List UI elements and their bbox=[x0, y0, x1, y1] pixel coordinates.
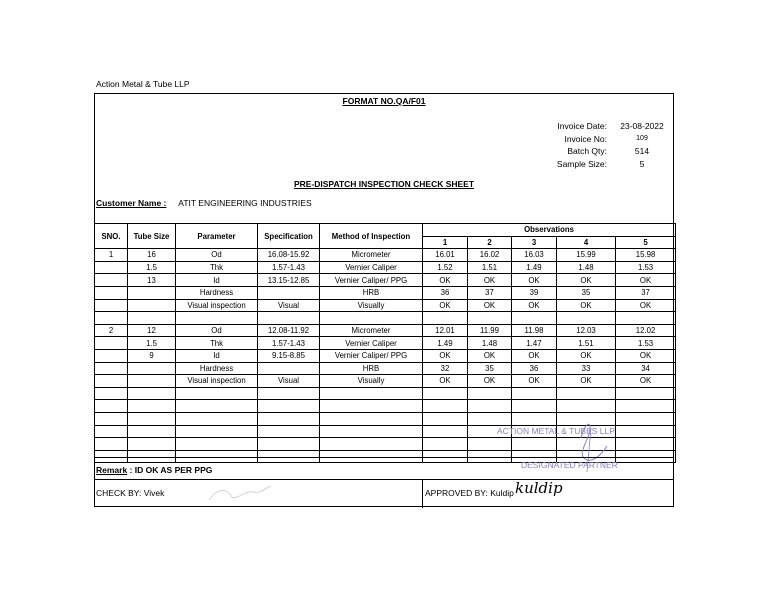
table-cell bbox=[176, 412, 258, 425]
invoice-no-value: 109 bbox=[636, 135, 648, 143]
table-cell: OK bbox=[557, 274, 616, 287]
table-cell: 1.57-1.43 bbox=[258, 337, 320, 350]
table-cell: 39 bbox=[512, 286, 557, 299]
table-cell: OK bbox=[557, 375, 616, 388]
table-cell: OK bbox=[468, 274, 512, 287]
table-cell: 1 bbox=[95, 249, 128, 262]
check-signature bbox=[205, 482, 275, 504]
table-cell bbox=[176, 312, 258, 325]
table-cell bbox=[95, 412, 128, 425]
col-sno: SNO. bbox=[95, 224, 128, 249]
table-cell: Micrometer bbox=[320, 324, 423, 337]
table-cell: OK bbox=[512, 375, 557, 388]
table-cell bbox=[512, 400, 557, 413]
table-cell: 36 bbox=[512, 362, 557, 375]
invoice-info bbox=[550, 120, 667, 170]
remark-value: : ID OK AS PER PPG bbox=[129, 465, 213, 475]
table-cell bbox=[423, 387, 468, 400]
table-cell: 1.49 bbox=[512, 261, 557, 274]
col-specification: Specification bbox=[258, 224, 320, 249]
table-cell bbox=[423, 438, 468, 451]
table-row bbox=[95, 337, 676, 350]
table-row bbox=[95, 349, 676, 362]
table-cell bbox=[128, 375, 176, 388]
table-row bbox=[95, 324, 676, 337]
sample-size-row bbox=[550, 158, 667, 171]
table-cell bbox=[176, 438, 258, 451]
table-cell bbox=[468, 312, 512, 325]
table-cell bbox=[95, 286, 128, 299]
table-cell: OK bbox=[468, 375, 512, 388]
signature-divider bbox=[422, 480, 423, 508]
table-cell: HRB bbox=[320, 362, 423, 375]
col-observations: Observations bbox=[423, 224, 676, 237]
table-cell bbox=[616, 387, 676, 400]
table-cell: 11.98 bbox=[512, 324, 557, 337]
table-row bbox=[95, 274, 676, 287]
table-cell bbox=[128, 400, 176, 413]
invoice-date-row bbox=[550, 120, 667, 133]
table-cell: Od bbox=[176, 324, 258, 337]
table-cell: 12.02 bbox=[616, 324, 676, 337]
table-cell: 15.98 bbox=[616, 249, 676, 262]
table-cell: 13 bbox=[128, 274, 176, 287]
inspection-sheet bbox=[94, 93, 674, 507]
invoice-date-value: 23-08-2022 bbox=[620, 121, 664, 132]
customer-line bbox=[96, 198, 312, 208]
table-cell: OK bbox=[616, 299, 676, 312]
table-cell: 32 bbox=[423, 362, 468, 375]
table-cell: 1.57-1.43 bbox=[258, 261, 320, 274]
table-cell bbox=[176, 387, 258, 400]
table-row bbox=[95, 286, 676, 299]
table-cell: Hardness bbox=[176, 362, 258, 375]
table-cell bbox=[258, 438, 320, 451]
remark-label: Remark bbox=[96, 465, 128, 475]
table-cell bbox=[95, 375, 128, 388]
table-cell: 16 bbox=[128, 249, 176, 262]
table-cell: 16.08-15.92 bbox=[258, 249, 320, 262]
format-number: FORMAT NO.QA/F01 bbox=[342, 96, 426, 106]
table-cell bbox=[128, 425, 176, 438]
table-cell bbox=[512, 312, 557, 325]
table-cell: 9.15-8.85 bbox=[258, 349, 320, 362]
remark-text bbox=[96, 465, 212, 475]
table-cell: Thk bbox=[176, 261, 258, 274]
table-cell bbox=[95, 337, 128, 350]
table-cell: Id bbox=[176, 274, 258, 287]
table-cell: 1.48 bbox=[557, 261, 616, 274]
obs-col-5: 5 bbox=[616, 236, 676, 249]
table-cell: OK bbox=[557, 349, 616, 362]
table-cell: 34 bbox=[616, 362, 676, 375]
table-cell bbox=[128, 312, 176, 325]
table-cell bbox=[320, 425, 423, 438]
table-cell: Vernier Caliper/ PPG bbox=[320, 274, 423, 287]
table-cell: 35 bbox=[468, 362, 512, 375]
table-row bbox=[95, 299, 676, 312]
table-cell bbox=[557, 387, 616, 400]
table-cell: 1.49 bbox=[423, 337, 468, 350]
table-cell: 1.51 bbox=[468, 261, 512, 274]
table-cell: 37 bbox=[468, 286, 512, 299]
table-cell bbox=[423, 425, 468, 438]
table-cell: 13.15-12.85 bbox=[258, 274, 320, 287]
sheet-title: PRE-DISPATCH INSPECTION CHECK SHEET bbox=[293, 179, 475, 189]
table-cell: Thk bbox=[176, 337, 258, 350]
table-cell: Visually bbox=[320, 299, 423, 312]
table-cell: HRB bbox=[320, 286, 423, 299]
table-cell: Vernier Caliper bbox=[320, 261, 423, 274]
table-cell bbox=[95, 438, 128, 451]
table-cell: Visual bbox=[258, 299, 320, 312]
table-cell bbox=[320, 387, 423, 400]
table-cell: Vernier Caliper/ PPG bbox=[320, 349, 423, 362]
table-cell bbox=[423, 412, 468, 425]
table-cell: Od bbox=[176, 249, 258, 262]
table-cell: 1.5 bbox=[128, 261, 176, 274]
batch-qty-label: Batch Qty: bbox=[567, 146, 607, 157]
sample-size-label: Sample Size: bbox=[556, 158, 607, 169]
table-cell: Hardness bbox=[176, 286, 258, 299]
table-cell bbox=[557, 312, 616, 325]
table-cell: OK bbox=[423, 349, 468, 362]
remark-row bbox=[95, 457, 673, 478]
table-cell bbox=[423, 312, 468, 325]
table-cell bbox=[258, 400, 320, 413]
obs-col-4: 4 bbox=[557, 236, 616, 249]
table-cell: Visual inspection bbox=[176, 299, 258, 312]
table-cell: 12.01 bbox=[423, 324, 468, 337]
table-cell bbox=[468, 400, 512, 413]
table-cell: 9 bbox=[128, 349, 176, 362]
table-cell bbox=[423, 400, 468, 413]
table-cell bbox=[128, 362, 176, 375]
table-cell: 1.52 bbox=[423, 261, 468, 274]
table-cell: Visual inspection bbox=[176, 375, 258, 388]
table-cell: OK bbox=[512, 299, 557, 312]
table-cell: 1.47 bbox=[512, 337, 557, 350]
table-cell bbox=[128, 387, 176, 400]
signature-row bbox=[95, 479, 673, 508]
table-cell: 1.48 bbox=[468, 337, 512, 350]
check-by: CHECK BY: Vivek bbox=[96, 488, 165, 498]
table-cell bbox=[320, 412, 423, 425]
company-name: Action Metal & Tube LLP bbox=[96, 79, 190, 89]
table-cell: 16.01 bbox=[423, 249, 468, 262]
table-cell bbox=[320, 400, 423, 413]
table-cell bbox=[95, 362, 128, 375]
sample-size-value: 5 bbox=[639, 158, 645, 169]
obs-col-1: 1 bbox=[423, 236, 468, 249]
table-cell: 2 bbox=[95, 324, 128, 337]
table-cell: Id bbox=[176, 349, 258, 362]
table-cell: 33 bbox=[557, 362, 616, 375]
table-cell: 12.03 bbox=[557, 324, 616, 337]
table-cell: 12 bbox=[128, 324, 176, 337]
table-row bbox=[95, 249, 676, 262]
table-cell bbox=[258, 412, 320, 425]
table-cell bbox=[512, 387, 557, 400]
table-cell bbox=[95, 349, 128, 362]
stamp-designation: DESIGNATED PARTNER bbox=[521, 460, 618, 470]
stamp-company: ACTION METAL & TUBES LLP bbox=[497, 426, 615, 436]
table-cell bbox=[95, 274, 128, 287]
table-cell bbox=[176, 425, 258, 438]
table-row bbox=[95, 261, 676, 274]
table-row bbox=[95, 312, 676, 325]
table-cell bbox=[468, 387, 512, 400]
obs-col-2: 2 bbox=[468, 236, 512, 249]
invoice-date-label: Invoice Date: bbox=[557, 121, 607, 132]
table-cell: OK bbox=[512, 349, 557, 362]
table-cell: 1.53 bbox=[616, 261, 676, 274]
table-cell: 1.5 bbox=[128, 337, 176, 350]
table-cell bbox=[258, 425, 320, 438]
table-cell bbox=[95, 312, 128, 325]
approved-by: APPROVED BY: Kuldip bbox=[425, 488, 514, 498]
table-cell bbox=[616, 400, 676, 413]
table-cell: 1.51 bbox=[557, 337, 616, 350]
table-cell bbox=[128, 438, 176, 451]
table-row bbox=[95, 375, 676, 388]
table-cell: Visually bbox=[320, 375, 423, 388]
table-cell bbox=[128, 286, 176, 299]
obs-col-3: 3 bbox=[512, 236, 557, 249]
table-cell: OK bbox=[557, 299, 616, 312]
table-cell bbox=[95, 387, 128, 400]
table-cell bbox=[95, 425, 128, 438]
table-cell: 15.99 bbox=[557, 249, 616, 262]
col-tube-size: Tube Size bbox=[128, 224, 176, 249]
table-cell: OK bbox=[423, 299, 468, 312]
invoice-no-label: Invoice No: bbox=[564, 133, 607, 144]
table-row bbox=[95, 387, 676, 400]
approved-signature: kuldip bbox=[515, 479, 563, 497]
table-cell: OK bbox=[616, 375, 676, 388]
table-cell bbox=[95, 261, 128, 274]
table-cell: OK bbox=[468, 349, 512, 362]
table-cell: 1.53 bbox=[616, 337, 676, 350]
table-cell bbox=[258, 286, 320, 299]
table-cell: OK bbox=[616, 349, 676, 362]
table-cell: Vernier Caliper bbox=[320, 337, 423, 350]
table-cell: Visual bbox=[258, 375, 320, 388]
batch-qty-value: 514 bbox=[634, 146, 650, 157]
table-cell: OK bbox=[616, 274, 676, 287]
table-cell bbox=[258, 387, 320, 400]
col-parameter: Parameter bbox=[176, 224, 258, 249]
table-cell bbox=[128, 412, 176, 425]
table-cell bbox=[557, 400, 616, 413]
table-cell: 37 bbox=[616, 286, 676, 299]
table-cell bbox=[176, 400, 258, 413]
invoice-no-row bbox=[550, 133, 667, 146]
table-cell: OK bbox=[512, 274, 557, 287]
table-cell bbox=[616, 312, 676, 325]
batch-qty-row bbox=[550, 145, 667, 158]
table-cell: 35 bbox=[557, 286, 616, 299]
table-cell: Micrometer bbox=[320, 249, 423, 262]
table-cell bbox=[258, 312, 320, 325]
table-cell: OK bbox=[423, 375, 468, 388]
table-cell: OK bbox=[423, 274, 468, 287]
table-cell: OK bbox=[468, 299, 512, 312]
table-row bbox=[95, 400, 676, 413]
table-cell: 11.99 bbox=[468, 324, 512, 337]
table-cell bbox=[95, 299, 128, 312]
table-cell: 16.03 bbox=[512, 249, 557, 262]
table-cell bbox=[95, 400, 128, 413]
table-cell: 16.02 bbox=[468, 249, 512, 262]
table-cell bbox=[320, 438, 423, 451]
table-cell: 12.08-11.92 bbox=[258, 324, 320, 337]
table-cell bbox=[128, 299, 176, 312]
customer-label: Customer Name : bbox=[96, 198, 167, 208]
table-row bbox=[95, 362, 676, 375]
table-cell bbox=[258, 362, 320, 375]
col-method: Method of Inspection bbox=[320, 224, 423, 249]
table-cell bbox=[320, 312, 423, 325]
table-cell: 36 bbox=[423, 286, 468, 299]
customer-value: ATIT ENGINEERING INDUSTRIES bbox=[178, 198, 312, 208]
